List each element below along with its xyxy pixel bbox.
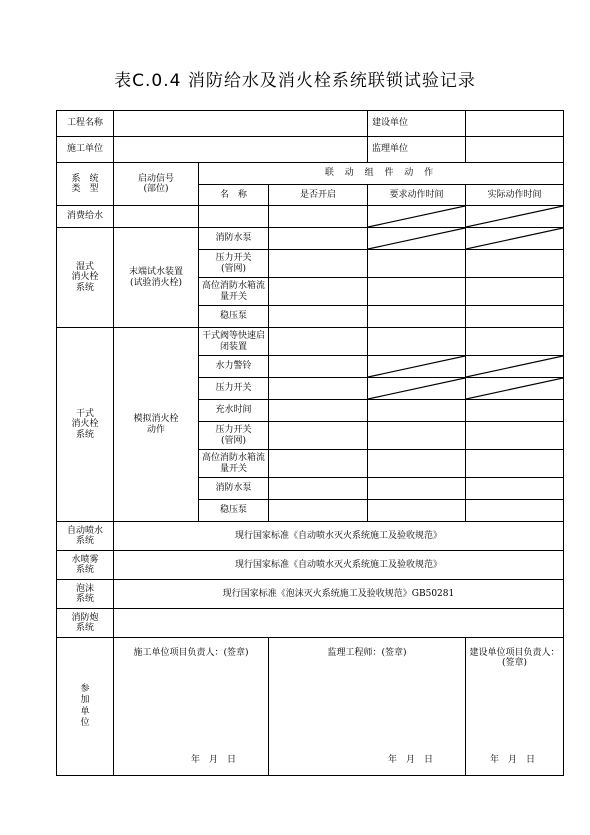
table-cell[interactable]: [368, 250, 466, 278]
dry-item-name: 水力警铃: [199, 356, 269, 378]
na-slash-cell: [466, 378, 564, 400]
foam-standard: 现行国家标准《泡沫灭火系统施工及验收规范》GB50281: [114, 580, 564, 609]
col-is-open: 是否开启: [269, 185, 368, 206]
table-cell[interactable]: [269, 478, 368, 500]
supervision-unit-field[interactable]: [466, 137, 564, 163]
construction-lead-date: 年 月 日: [190, 754, 236, 765]
project-name-field[interactable]: [114, 111, 368, 137]
table-cell[interactable]: [269, 328, 368, 356]
diagonal-slash: [466, 378, 563, 399]
dry-hydrant-label: 干式 消火栓 系统: [57, 328, 114, 522]
water-mist-label: 水喷雾 系统: [57, 551, 114, 580]
fire-water-supply-label: 消费给水: [57, 206, 114, 228]
table-cell[interactable]: [269, 206, 368, 228]
fire-monitor-label: 消防炮 系统: [57, 609, 114, 638]
dry-item-name: 压力开关: [199, 378, 269, 400]
construction-unit-field[interactable]: [114, 137, 368, 163]
wet-start-signal: 末端试水装置 (试验消火栓): [114, 228, 199, 328]
table-cell[interactable]: [368, 478, 466, 500]
project-name-label: 工程名称: [57, 111, 114, 137]
diagonal-slash: [466, 356, 563, 377]
na-slash-cell: [368, 356, 466, 378]
sprinkler-label: 自动喷水 系统: [57, 522, 114, 551]
diagonal-slash: [368, 356, 465, 377]
builder-lead-signature[interactable]: [466, 638, 564, 776]
table-cell[interactable]: [466, 306, 564, 328]
table-cell[interactable]: [269, 400, 368, 422]
table-cell[interactable]: [466, 450, 564, 478]
table-cell[interactable]: [269, 378, 368, 400]
table-cell[interactable]: [466, 328, 564, 356]
wet-hydrant-label: 湿式 消火栓 系统: [57, 228, 114, 328]
construction-lead-signature[interactable]: [114, 638, 269, 776]
sprinkler-standard: 现行国家标准《自动喷水灭火系统施工及验收规范》: [114, 522, 564, 551]
col-linkage-group: 联 动 组 件 动 作: [199, 163, 564, 185]
col-required-time: 要求动作时间: [368, 185, 466, 206]
construction-unit-label: 施工单位: [57, 137, 114, 163]
table-cell[interactable]: [368, 500, 466, 522]
wet-item-name: 高位消防水箱流 量开关: [199, 278, 269, 306]
project-name-row: [57, 111, 564, 137]
supervisor-label: 监理工程师：(签章): [327, 648, 407, 658]
builder-unit-label: 建设单位: [368, 111, 466, 137]
fire-monitor-row: [57, 609, 564, 638]
col-start-signal: 启动信号 (部位): [114, 163, 199, 206]
water-mist-row: [57, 551, 564, 580]
table-cell[interactable]: [368, 328, 466, 356]
dry-item-name: 高位消防水箱流 量开关: [199, 450, 269, 478]
table-cell[interactable]: [199, 206, 269, 228]
table-cell[interactable]: [466, 400, 564, 422]
table-cell[interactable]: [368, 450, 466, 478]
foam-label: 泡沫 系统: [57, 580, 114, 609]
column-header-row-1: [57, 163, 564, 185]
table-cell[interactable]: [269, 278, 368, 306]
dry-item-name: 充水时间: [199, 400, 269, 422]
table-cell[interactable]: [368, 400, 466, 422]
table-cell[interactable]: [269, 356, 368, 378]
table-cell[interactable]: [466, 500, 564, 522]
table-cell[interactable]: [269, 500, 368, 522]
table-cell[interactable]: [466, 250, 564, 278]
table-cell[interactable]: [269, 450, 368, 478]
na-slash-cell: [368, 378, 466, 400]
diagonal-slash: [368, 228, 465, 249]
dry-item-name: 消防水泵: [199, 478, 269, 500]
construction-lead-label: 施工单位项目负责人：(签章): [133, 648, 249, 658]
participants-label: 参加单位: [80, 684, 90, 728]
dry-item-name: 干式阀等快速启 闭装置: [199, 328, 269, 356]
wet-item-name: 压力开关 (管网): [199, 250, 269, 278]
table-cell[interactable]: [269, 306, 368, 328]
fire-water-supply-row: [57, 206, 564, 228]
na-slash-cell: [466, 228, 564, 250]
water-mist-standard: 现行国家标准《自动喷水灭火系统施工及验收规范》: [114, 551, 564, 580]
construction-unit-row: [57, 137, 564, 163]
na-slash-cell: [466, 356, 564, 378]
dry-item-name: 稳压泵: [199, 500, 269, 522]
table-cell[interactable]: [466, 422, 564, 450]
linkage-test-record-table: [56, 110, 564, 776]
na-slash-cell: [368, 206, 466, 228]
fire-monitor-standard: [114, 609, 564, 638]
wet-item-row: [57, 228, 564, 250]
dry-item-row: [57, 328, 564, 356]
builder-unit-field[interactable]: [466, 111, 564, 137]
sprinkler-row: [57, 522, 564, 551]
table-cell[interactable]: [269, 422, 368, 450]
diagonal-slash: [368, 206, 465, 227]
signature-row: [57, 638, 564, 776]
col-name: 名 称: [199, 185, 269, 206]
wet-item-name: 消防水泵: [199, 228, 269, 250]
table-cell[interactable]: [269, 228, 368, 250]
wet-item-name: 稳压泵: [199, 306, 269, 328]
col-system-type: 系 统 类 型: [57, 163, 114, 206]
supervisor-date: 年 月 日: [388, 754, 434, 765]
na-slash-cell: [466, 206, 564, 228]
diagonal-slash: [466, 228, 563, 249]
builder-lead-label: 建设单位项目负责人：(签章): [469, 648, 560, 669]
supervisor-signature[interactable]: [269, 638, 466, 776]
table-cell[interactable]: [114, 206, 199, 228]
builder-lead-date: 年 月 日: [490, 754, 536, 765]
diagonal-slash: [368, 378, 465, 399]
foam-row: [57, 580, 564, 609]
table-cell[interactable]: [368, 306, 466, 328]
table-cell[interactable]: [466, 278, 564, 306]
table-cell[interactable]: [368, 422, 466, 450]
table-cell[interactable]: [269, 250, 368, 278]
table-cell[interactable]: [368, 278, 466, 306]
col-actual-time: 实际动作时间: [466, 185, 564, 206]
na-slash-cell: [368, 228, 466, 250]
dry-start-signal: 模拟消火栓 动作: [114, 328, 199, 522]
page-title: 表C.0.4 消防给水及消火栓系统联锁试验记录: [114, 71, 476, 91]
supervision-unit-label: 监理单位: [368, 137, 466, 163]
dry-item-name: 压力开关 (管网): [199, 422, 269, 450]
table-cell[interactable]: [466, 478, 564, 500]
diagonal-slash: [466, 206, 563, 227]
participants-cell: [57, 638, 114, 776]
